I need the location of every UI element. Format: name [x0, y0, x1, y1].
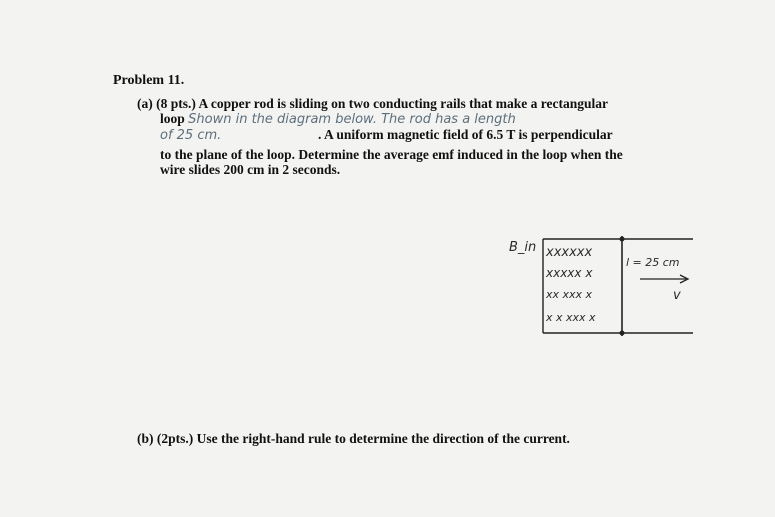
- x-row-3: xx xxx x: [546, 288, 593, 301]
- x-row-4: x x xxx x: [546, 311, 596, 324]
- part-a-line-5: wire slides 200 cm in 2 seconds.: [160, 162, 341, 177]
- field-label: B_in: [509, 240, 537, 255]
- x-row-2: xxxxx x: [546, 266, 593, 280]
- velocity-label: v: [673, 288, 681, 303]
- length-label: l = 25 cm: [626, 256, 680, 269]
- handwritten-note-2: of 25 cm.: [160, 128, 222, 143]
- part-a-line-3-print: . A uniform magnetic field of 6.5 T is perpendicular: [318, 127, 613, 142]
- handwritten-note-1: Shown in the diagram below. The rod has a length: [188, 112, 516, 127]
- x-row-1: xxxxxx: [546, 245, 593, 260]
- rod-contact-top: [620, 237, 625, 242]
- part-a-line-1: (a) (8 pts.) A copper rod is sliding on two conducting rails that make a rectangular: [137, 96, 609, 111]
- part-a-line-4: to the plane of the loop. Determine the average emf induced in the loop when the: [160, 147, 623, 162]
- problem-title: Problem 11.: [113, 73, 185, 88]
- part-a-line-2-print: loop: [160, 111, 185, 126]
- part-b-question: (b) (2pts.) Use the right-hand rule to determine the direction of the current.: [137, 431, 570, 446]
- rod-contact-bottom: [620, 331, 625, 336]
